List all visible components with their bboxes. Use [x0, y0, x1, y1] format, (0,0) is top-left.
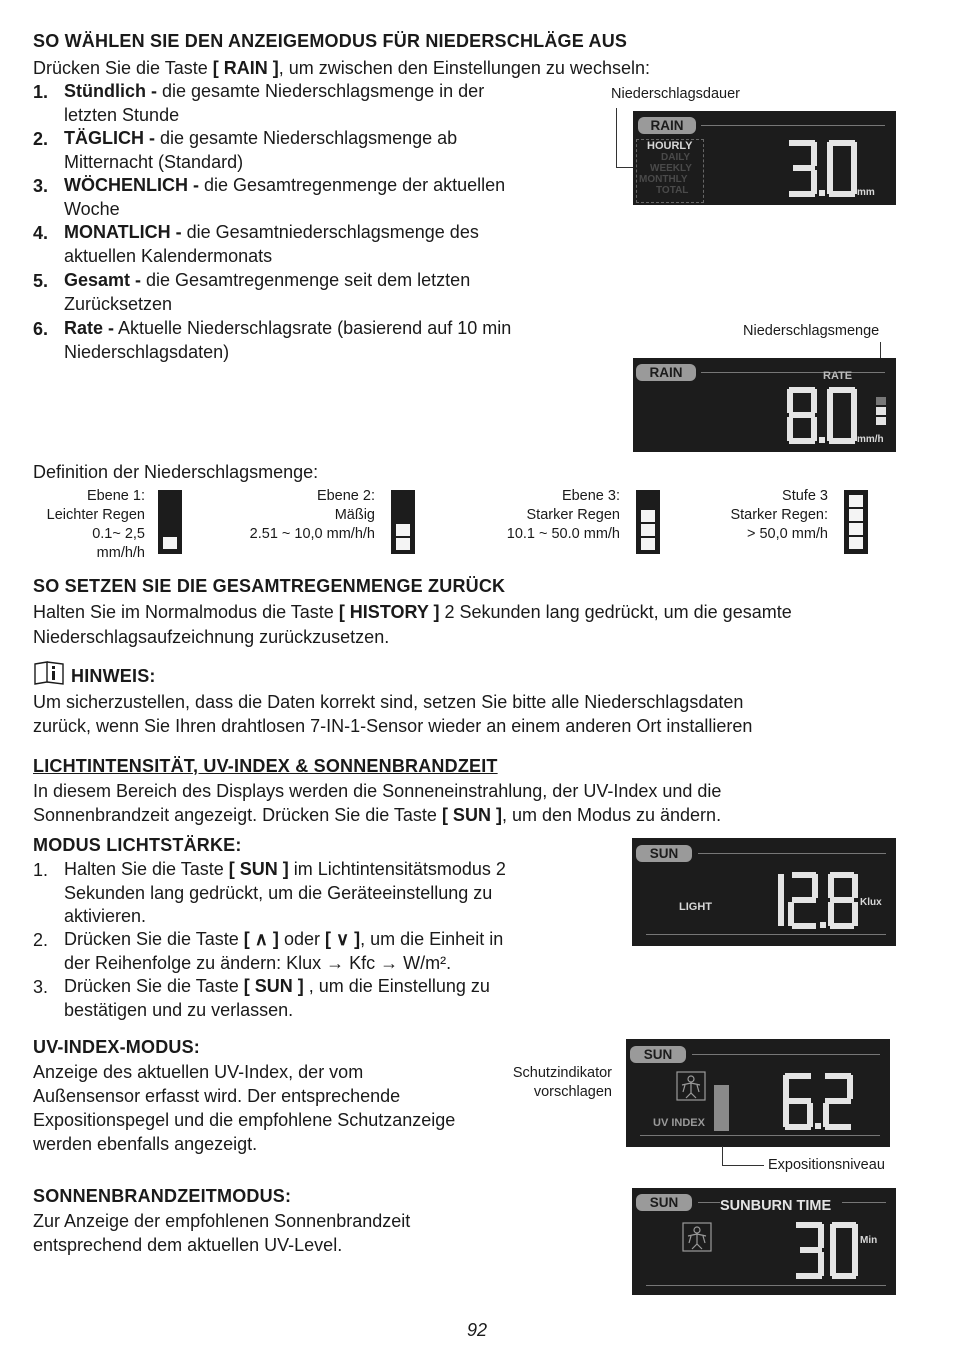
list-number: 1. — [33, 860, 49, 880]
sun-tag: SUN — [636, 845, 692, 862]
list-item: WÖCHENLICH - die Gesamtregenmenge der aktuellen Woche — [64, 175, 506, 219]
rate-label: RATE — [823, 370, 853, 382]
rate-value-digits — [785, 385, 861, 447]
level-1-indicator — [158, 490, 182, 554]
callout-line — [722, 1146, 724, 1166]
level-4-label: Stufe 3 Starker Regen: > 50,0 mm/h — [730, 488, 828, 542]
rate-level-bar — [876, 407, 886, 415]
definition-title: Definition der Niederschlagsmenge: — [33, 462, 319, 482]
mode-total: TOTAL — [656, 185, 689, 196]
sun-tag: SUN — [630, 1046, 686, 1063]
protection-figure-icon — [682, 1222, 712, 1252]
level-4-indicator — [844, 490, 868, 554]
lcd-divider — [698, 853, 886, 854]
light-heading: LICHTINTENSITÄT, UV-INDEX & SONNENBRANDZEIT — [33, 756, 498, 776]
list-item: Drücken Sie die Taste [ SUN ] , um die Einstellung zu bestätigen und zu verlassen. — [64, 976, 490, 1020]
protection-figure-icon — [676, 1071, 706, 1101]
callout-protection: Schutzindikator vorschlagen — [512, 1065, 612, 1100]
light-label: LIGHT — [679, 901, 712, 913]
info-book-icon — [33, 661, 65, 685]
rain-tag: RAIN — [638, 117, 696, 134]
lcd-rain-hourly — [633, 111, 896, 205]
list-number: 2. — [33, 930, 49, 950]
sunburn-label: SUNBURN TIME — [720, 1198, 832, 1214]
mode-daily: DAILY — [661, 152, 691, 163]
list-number: 2. — [33, 129, 49, 149]
rain-mode-intro: Drücken Sie die Taste [ RAIN ], um zwischen den Einstellungen zu wechseln: — [33, 58, 650, 78]
sun-tag: SUN — [636, 1194, 692, 1211]
rain-mode-heading: SO WÄHLEN SIE DEN ANZEIGEMODUS FÜR NIEDERSCHLÄGE AUS — [33, 31, 628, 51]
light-value-digits — [772, 870, 862, 932]
lcd-divider — [640, 1135, 880, 1136]
light-unit: Klux — [860, 897, 882, 908]
list-number: 3. — [33, 176, 49, 196]
light-text-1: In diesem Bereich des Displays werden die Sonneneinstrahlung, der UV-Index und die — [33, 781, 722, 801]
uv-label: UV INDEX — [653, 1117, 705, 1129]
list-item: Halten Sie die Taste [ SUN ] im Lichtintensitätsmodus 2 Sekunden lang gedrückt, um die Geräteeinstellung zu aktivieren. — [64, 859, 506, 926]
page-number: 92 — [466, 1320, 488, 1340]
uv-value-digits — [781, 1071, 857, 1133]
callout-line — [616, 108, 618, 168]
callout-line — [722, 1165, 764, 1167]
list-number: 5. — [33, 271, 49, 291]
lcd-rain-rate — [633, 358, 896, 452]
lcd-divider — [698, 1202, 720, 1203]
note-text-1: Um sicherzustellen, dass die Daten korrekt sind, setzen Sie bitte alle Niederschlagsdaten — [33, 692, 744, 712]
lcd-divider — [701, 125, 885, 126]
lcd-divider — [646, 1285, 886, 1286]
lcd-divider — [692, 1054, 880, 1055]
callout-line — [616, 167, 634, 169]
lcd-light — [632, 838, 896, 946]
list-number: 6. — [33, 319, 49, 339]
callout-exposure: Expositionsniveau — [768, 1157, 885, 1173]
mode-weekly: WEEKLY — [650, 163, 692, 174]
lcd-sunburn — [632, 1188, 896, 1295]
mode-hourly: HOURLY — [647, 140, 693, 152]
rain-value-digits — [785, 138, 861, 200]
rate-unit: mm/h — [857, 434, 884, 445]
callout-rain-duration: Niederschlagsdauer — [611, 86, 740, 102]
level-1-label: Ebene 1: Leichter Regen 0.1~ 2,5 mm/h/h — [46, 488, 145, 561]
note-heading: HINWEIS: — [71, 666, 156, 686]
sunburn-text: Zur Anzeige der empfohlenen Sonnenbrandzeit entsprechend dem aktuellen UV-Level. — [33, 1211, 411, 1255]
light-mode-heading: MODUS LICHTSTÄRKE: — [33, 835, 242, 855]
lcd-divider — [701, 372, 885, 373]
level-3-indicator — [636, 490, 660, 554]
level-3-label: Ebene 3: Starker Regen 10.1 ~ 50.0 mm/h — [506, 488, 620, 542]
rate-level-bar — [876, 397, 886, 405]
reset-text-1: Halten Sie im Normalmodus die Taste [ HISTORY ] 2 Sekunden lang gedrückt, um die gesamte — [33, 602, 792, 622]
exposure-level-bar — [714, 1085, 729, 1131]
level-2-label: Ebene 2: Mäßig 2.51 ~ 10,0 mm/h/h — [249, 488, 375, 542]
mode-bracket — [636, 139, 704, 203]
rain-tag: RAIN — [636, 364, 696, 381]
note-text-2: zurück, wenn Sie Ihren drahtlosen 7-IN-1-Sensor wieder an einem anderen Ort installieren — [33, 716, 753, 736]
list-item: Drücken Sie die Taste [ ∧ ] oder [ ∨ ], um die Einheit in der Reihenfolge zu ändern: Klux → Kfc → W/m². — [64, 929, 504, 973]
rain-unit: mm — [857, 187, 875, 198]
uv-text: Anzeige des aktuellen UV-Index, der vom Außensensor erfasst wird. Der entsprechende Expositionspegel und die empfohlene Schutzanzeige werden ebenfalls angezeigt. — [33, 1062, 456, 1154]
list-number: 4. — [33, 223, 49, 243]
lcd-uv-index — [626, 1039, 890, 1147]
list-number: 1. — [33, 82, 49, 102]
light-text-2: Sonnenbrandzeit angezeigt. Drücken Sie die Taste [ SUN ], um den Modus zu ändern. — [33, 805, 722, 825]
callout-rain-amount: Niederschlagsmenge — [743, 323, 880, 339]
level-2-indicator — [391, 490, 415, 554]
sunburn-heading: SONNENBRANDZEITMODUS: — [33, 1186, 292, 1206]
mode-monthly: MONTHLY — [639, 174, 688, 185]
sunburn-value-digits — [792, 1220, 862, 1282]
list-item: Rate - Aktuelle Niederschlagsrate (basierend auf 10 min Niederschlagsdaten) — [64, 318, 512, 362]
list-item: TÄGLICH - die gesamte Niederschlagsmenge ab Mitternacht (Standard) — [64, 128, 458, 172]
reset-text-2: Niederschlagsaufzeichnung zurückzusetzen. — [33, 627, 390, 647]
rate-level-bar — [876, 417, 886, 425]
list-item: MONATLICH - die Gesamtniederschlagsmenge des aktuellen Kalendermonats — [64, 222, 479, 266]
list-number: 3. — [33, 977, 49, 997]
reset-heading: SO SETZEN SIE DIE GESAMTREGENMENGE ZURÜCK — [33, 576, 506, 596]
list-item: Stündlich - die gesamte Niederschlagsmenge in der letzten Stunde — [64, 81, 485, 125]
lcd-divider — [646, 934, 886, 935]
lcd-divider — [842, 1202, 886, 1203]
sunburn-unit: Min — [860, 1235, 878, 1246]
uv-heading: UV-INDEX-MODUS: — [33, 1037, 201, 1057]
list-item: Gesamt - die Gesamtregenmenge seit dem letzten Zurücksetzen — [64, 270, 471, 314]
